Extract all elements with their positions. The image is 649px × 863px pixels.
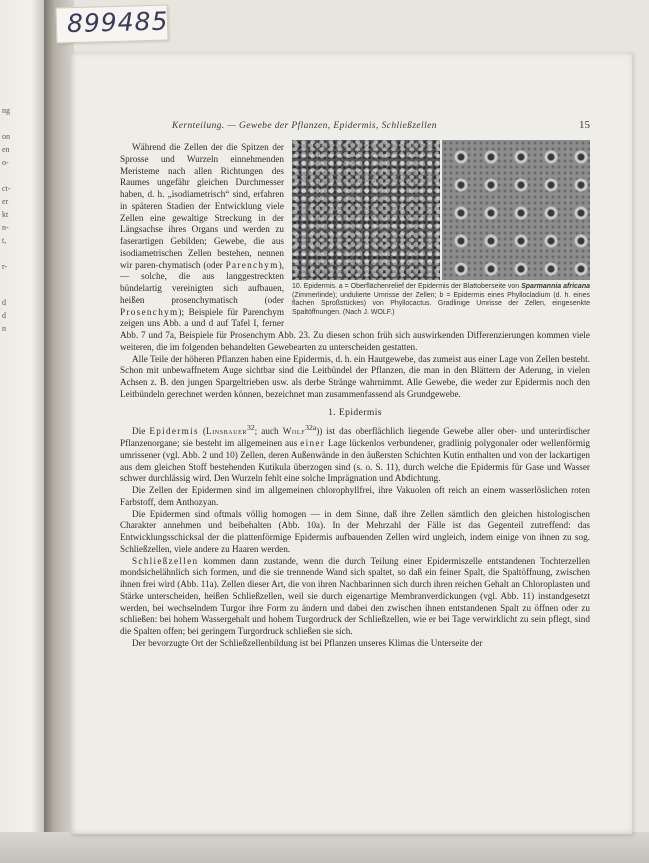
running-header — [120, 120, 590, 134]
footnote-ref: 32 — [247, 423, 255, 433]
caption-species: Sparmannia africana — [521, 283, 590, 290]
figure-caption — [292, 283, 590, 317]
paragraph-schliesszellen — [120, 556, 590, 638]
author-linsbauer: Linsbauer — [205, 426, 247, 437]
text-span: Während die Zellen der die Spitzen der Sprosse und Wurzeln einnehmenden Meristeme nach allen Richtungen des Raumes ungefähr gleichen Durchmesser haben, d. h. „isodiametrisch“ sind, erfahren in späteren Stadien der Entwicklung viele Zellen eine gewaltige Streckung in der Längsachse ihres Organs und werden zu faserartigen Gebilden; Gewebe, die aus isodiametrischen Zellen bestehen, nennen wir paren-chymatisch (oder — [120, 142, 284, 270]
running-title: Kernteilung. — Gewebe der Pflanzen, Epidermis, Schließzellen — [172, 121, 437, 131]
text-span: Lage lückenlos verbundener, gradlinig polygonaler oder wellenförmig umrissener (vgl. Abb. 2 und 10) Zellen, deren Außenwände in den äußersten Schichten Kutin enthalten und von der lackartigen aus dem gleichen Stoff bestehenden Kutikula überzogen sind (s. o. S. 11), durch welche die Epidermis für Gase und Wasser schwer durchlässig wird. Den Wurzeln fehlt eine solche Imprägnation und Abdichtung. — [120, 438, 590, 484]
left-page-fragment: ct- — [2, 184, 11, 193]
caption-part-b: (Zimmerlinde); undulierte Umrisse der Zellen; b = Epidermis eines Phyllocladium (d. h. eines flachen Sproßstückes) von Phyllocactus. Gradlinige Umrisse der Zellen, eingesenkte Spaltöffnungen. (Nach J. WOLF.) — [292, 291, 590, 316]
text-span: Die — [132, 426, 150, 437]
book-page — [70, 52, 632, 834]
left-page-fragment: en — [2, 145, 10, 154]
figure-10 — [292, 140, 590, 317]
caption-part-a: Epidermis. a = Oberflächenrelief der Epidermis der Blattoberseite von — [303, 283, 522, 290]
paragraph-chlorophyll: Die Zellen der Epidermen sind im allgemeinen chlorophyllfrei, ihre Vakuolen oft reich an einem wasserlöslichen roten Farbstoff, dem Anthozyan. — [120, 485, 590, 507]
page-body — [120, 140, 590, 650]
catalog-number-sticker — [56, 5, 169, 44]
left-page-fragment: o- — [2, 158, 9, 167]
figure-photos — [292, 140, 590, 280]
term-prosenchym: Prosenchym — [120, 306, 179, 317]
paragraph-location: Der bevorzugte Ort der Schließzellenbildung ist bei Pflanzen unseres Klimas die Unterseite der — [132, 637, 483, 648]
text-span: ; auch — [254, 426, 283, 437]
paragraph-tissue-overview: Alle Teile der höheren Pflanzen haben eine Epidermis, d. h. ein Hautgewebe, das zumeist aus einer Lage von Zellen besteht. Schon mit unbewaffnetem Auge sichtbar sind die Leitbündel der Pflanzen, die man in den Blättern der Aderung, in vielen Achsen z. B. den jungen Spargeltrieben usw. als derbe Stränge wahrnimmt. Alle Gewebe, die weder zur Epidermis noch den Leitbündeln gerechnet werden können, bezeichnet man zusammenfassend als Grundgewebe. — [120, 353, 590, 399]
term-parenchym: Parenchym — [225, 259, 279, 270]
left-page-fragment: on — [2, 132, 10, 141]
left-page-fragment: t, — [2, 236, 7, 245]
text-span: ); Beispiele für Parenchym zeigen uns Abb. a und d auf Tafel I, ferner Abb. 7 und 7a, Beispiele für Prosenchym Abb. 23. Zu diesen schon früh sich auswirkenden Differenzierungen kommen viele weiteren, die im folgenden behandelten Gewebearten zu unterscheiden gestatten. — [120, 306, 590, 352]
left-page-fragment: n- — [2, 223, 9, 232]
text-span: )) ist das oberflächlich liegende Gewebe aller ober- und unterirdischer Pflanzenorgane; sie besteht im allgemeinen aus — [120, 426, 590, 449]
catalog-number: 899485 — [66, 6, 169, 39]
left-page-fragment: kt — [2, 210, 9, 219]
term-epidermis: Epidermis — [149, 426, 199, 437]
author-wolf: Wolf — [282, 426, 306, 437]
left-page-fragment: ng — [2, 106, 10, 115]
epidermis-photo-a — [292, 140, 440, 280]
left-page-fragment: d — [2, 298, 6, 307]
section-heading: 1. Epidermis — [328, 406, 382, 418]
adjacent-left-page — [0, 0, 44, 863]
left-page-fragment: r- — [2, 262, 8, 271]
left-page-fragment: er — [2, 197, 9, 206]
footnote-ref: 32a — [305, 423, 317, 433]
paragraph-homogeneity: Die Epidermen sind oftmals völlig homogen — in dem Sinne, daß ihre Zellen sämtlich den gleichen histologischen Charakter annehmen und beibehalten (Abb. 10a). In der Mehrzahl der Fälle ist das Gegenteil zutreffend: das Entwicklungsschicksal der die plattenförmige Epidermis aufbauenden Zellen wird ungleich, indem einige von ihnen zu sog. Schließzellen, viele andere zu Haaren werden. — [120, 508, 590, 554]
page-number: 15 — [579, 119, 590, 131]
epidermis-photo-b — [442, 140, 590, 280]
left-page-fragment: n — [2, 324, 6, 333]
paragraph-epidermis-definition — [120, 422, 590, 485]
emphasis-einer: einer — [300, 438, 326, 449]
text-span: ), — solche, die aus langgestreckten bündelartig vereinigten sich aufbauen, heißen prosenchymatisch (oder — [120, 259, 284, 305]
table-surface — [0, 832, 649, 863]
term-schliesszellen: Schließzellen — [132, 555, 199, 566]
text-span: kommen dann zustande, wenn die durch Teilung einer Epidermiszelle entstandenen Tochterzellen mondsichelähnlich sich formen, und die sie trennende Wand sich spaltet, so daß ein feiner Spalt, die Spaltöffnung, zwischen ihnen frei wird (Abb. 11a). Zellen dieser Art, die von ihren Nachbarinnen sich durch ihren reichen Gehalt an Chloroplasten und Stärke unterscheiden, heißen Schließzellen, weil sie durch eigenartige Membranverdickungen (vgl. Abb. 11) instandgesetzt werden, bei wechselndem Turgor ihre Form zu ändern und dabei den zwischen ihnen entstandenen Spalt zu öffnen oder zu schließen: bei hohem Wassergehalt und hohem Turgordruck der Schließzellen, wie er bei Tage verwirklicht zu sein pflegt, sind die Spalten offen; bei geringem Turgordruck schließen sie sich. — [120, 555, 590, 637]
figure-number: 10. — [292, 283, 302, 290]
text-span: ( — [198, 426, 206, 437]
left-page-fragment: d — [2, 311, 6, 320]
